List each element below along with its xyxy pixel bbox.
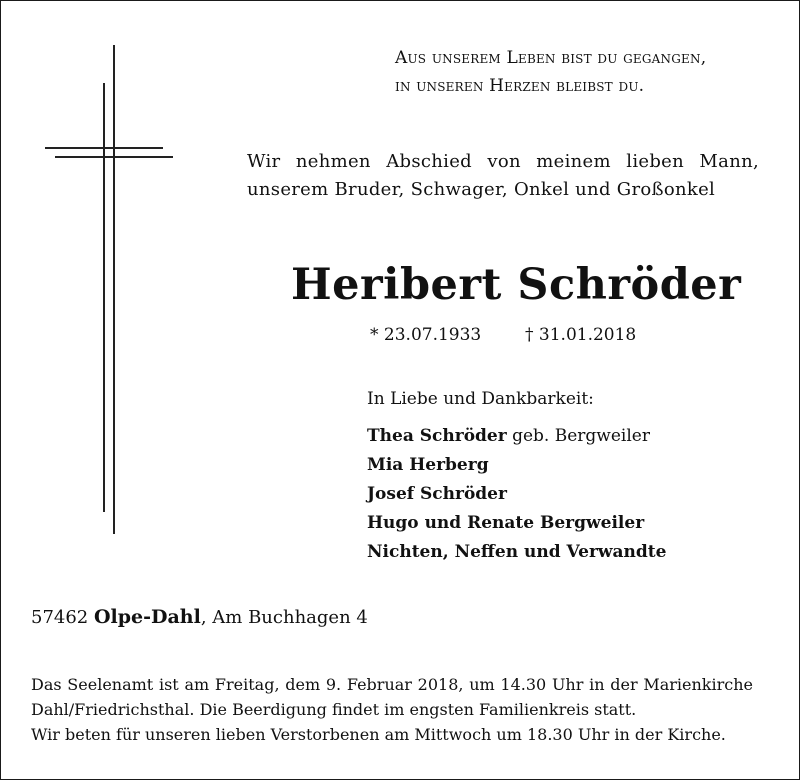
address-street: , Am Buchhagen 4 xyxy=(200,607,368,628)
mourner-name: Hugo und Renate Bergweiler xyxy=(367,513,645,533)
deceased-name: Heribert Schröder xyxy=(291,260,742,310)
cross-icon xyxy=(0,0,200,560)
intro-line-2: unserem Bruder, Schwager, Onkel und Großonkel xyxy=(247,179,716,200)
service-line-2: Dahl/Friedrichsthal. Die Beerdigung findet im engsten Familienkreis statt. xyxy=(31,700,637,719)
family-address xyxy=(31,604,368,631)
mourner-name: Nichten, Neffen und Verwandte xyxy=(367,542,667,562)
mourner-name: Mia Herberg xyxy=(367,455,489,475)
mourner-suffix: geb. Bergweiler xyxy=(506,426,650,446)
intro-text xyxy=(247,148,759,204)
motto-line-1: Aus unserem Leben bist du gegangen, xyxy=(395,48,707,68)
thanks-heading: In Liebe und Dankbarkeit: xyxy=(367,389,594,409)
address-zip: 57462 xyxy=(31,607,94,628)
death-date: † 31.01.2018 xyxy=(525,325,637,345)
mourner-name: Josef Schröder xyxy=(367,484,507,504)
mourner-row xyxy=(367,422,666,451)
mourners-list xyxy=(367,422,666,567)
service-info xyxy=(31,672,753,747)
birth-date: * 23.07.1933 xyxy=(370,325,482,345)
motto-line-2: in unseren Herzen bleibst du. xyxy=(395,76,645,96)
motto xyxy=(395,44,706,100)
mourner-row xyxy=(367,451,666,480)
intro-line-1: Wir nehmen Abschied von meinem lieben Mann, xyxy=(247,151,759,172)
service-line-3: Wir beten für unseren lieben Verstorbenen am Mittwoch um 18.30 Uhr in der Kirche. xyxy=(31,725,726,744)
mourner-name: Thea Schröder xyxy=(367,426,507,446)
address-city: Olpe-Dahl xyxy=(93,606,201,628)
mourner-row xyxy=(367,538,666,567)
mourner-row xyxy=(367,509,666,538)
service-line-1: Das Seelenamt ist am Freitag, dem 9. Februar 2018, um 14.30 Uhr in der Marienkirche xyxy=(31,675,753,694)
mourner-row xyxy=(367,480,666,509)
